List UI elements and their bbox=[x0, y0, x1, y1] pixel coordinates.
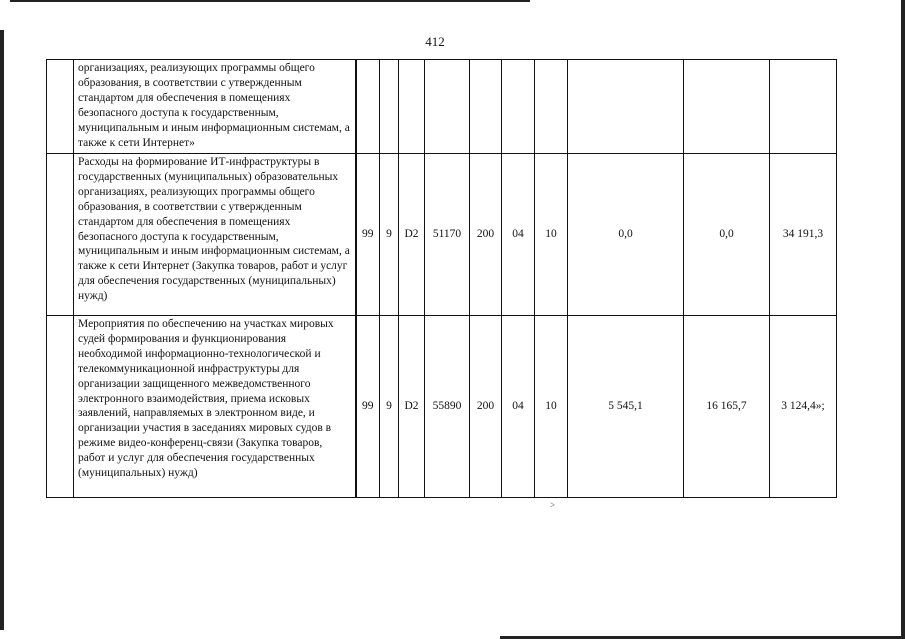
expense-code-cell: 55890 bbox=[425, 316, 470, 498]
subprogram-cell: 9 bbox=[380, 154, 399, 316]
expense-code-cell bbox=[425, 60, 470, 154]
direction-code-cell bbox=[399, 60, 425, 154]
table-row bbox=[47, 154, 837, 316]
program-cell: 99 bbox=[356, 154, 380, 316]
subprogram-cell bbox=[380, 60, 399, 154]
direction-code-cell: D2 bbox=[399, 154, 425, 316]
expense-code-cell: 51170 bbox=[425, 154, 470, 316]
page-number: 412 bbox=[425, 34, 445, 49]
table-row bbox=[47, 60, 837, 154]
table-row bbox=[47, 316, 837, 498]
subsection-cell: 10 bbox=[535, 154, 568, 316]
index-cell bbox=[47, 60, 74, 154]
section-cell: 04 bbox=[502, 316, 535, 498]
amount-3-cell bbox=[770, 60, 837, 154]
index-cell bbox=[47, 316, 74, 498]
section-cell bbox=[502, 60, 535, 154]
budget-table bbox=[46, 59, 837, 498]
program-cell: 99 bbox=[356, 316, 380, 498]
amount-3-cell: 3 124,4»; bbox=[770, 316, 837, 498]
amount-1-cell bbox=[568, 60, 684, 154]
amount-1-cell: 5 545,1 bbox=[568, 316, 684, 498]
subsection-cell bbox=[535, 60, 568, 154]
section-cell: 04 bbox=[502, 154, 535, 316]
scan-edge-right bbox=[901, 0, 905, 639]
index-cell bbox=[47, 154, 74, 316]
amount-1-cell: 0,0 bbox=[568, 154, 684, 316]
expense-type-cell: 200 bbox=[470, 316, 502, 498]
program-cell bbox=[356, 60, 380, 154]
subsection-cell: 10 bbox=[535, 316, 568, 498]
scan-edge-left bbox=[0, 30, 4, 630]
expense-type-cell: 200 bbox=[470, 154, 502, 316]
description-cell: Расходы на формирование ИТ-инфраструктуры в государственных (муниципальных) образовательных организациях, реализующих программы общего образования, в соответствии с утвержденным стандартом для обеспечения в помещениях безопасного доступа к государственным, муниципальным и иным информационным системам, а также к сети Интернет (Закупка товаров, работ и услуг для обеспечения государственных (муниципальных) нужд) bbox=[74, 154, 356, 316]
expense-type-cell bbox=[470, 60, 502, 154]
amount-2-cell bbox=[684, 60, 770, 154]
direction-code-cell: D2 bbox=[399, 316, 425, 498]
amount-2-cell: 0,0 bbox=[684, 154, 770, 316]
amount-2-cell: 16 165,7 bbox=[684, 316, 770, 498]
subprogram-cell: 9 bbox=[380, 316, 399, 498]
scan-edge-top bbox=[10, 0, 530, 2]
amount-3-cell: 34 191,3 bbox=[770, 154, 837, 316]
scan-speck: ˃ bbox=[550, 500, 556, 510]
description-cell: организациях, реализующих программы общего образования, в соответствии с утвержденным стандартом для обеспечения в помещениях безопасного доступа к государственным, муниципальным и иным информационным системам, а также к сети Интернет» bbox=[74, 60, 356, 154]
description-cell: Мероприятия по обеспечению на участках мировых судей формирования и функционирования необходимой информационно-технологической и телекоммуникационной инфраструктуры для организации защищенного межведомственного электронного взаимодействия, приема исковых заявлений, направляемых в электронном виде, и организации участия в заседаниях мировых судов в режиме видео-конференц-связи (Закупка товаров, работ и услуг для обеспечения государственных (муниципальных) нужд) bbox=[74, 316, 356, 498]
